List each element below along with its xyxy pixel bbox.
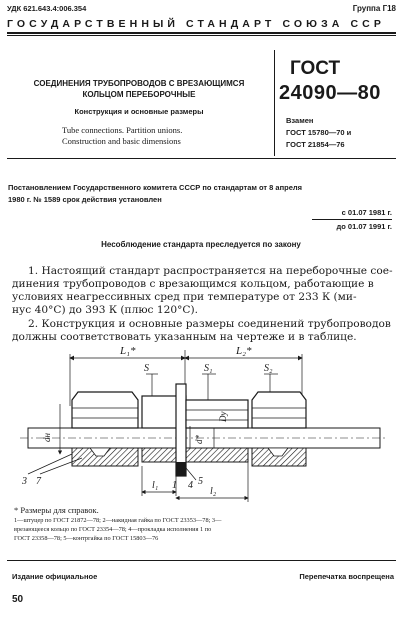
dim-label-l2: L₂* bbox=[236, 345, 252, 357]
paragraph-1-line-1: 1. Настоящий стандарт распространяется на переборочные сое- bbox=[28, 265, 393, 277]
title-divider bbox=[274, 50, 275, 156]
callout-4: 4 bbox=[188, 480, 193, 491]
header-rule-thin bbox=[7, 35, 396, 36]
gost-label: ГОСТ bbox=[290, 58, 341, 79]
callout-5: 5 bbox=[198, 476, 203, 487]
label-s1: S₁ bbox=[204, 363, 213, 374]
replaces-label: Взамен bbox=[286, 116, 314, 125]
label-dy: Dу bbox=[218, 411, 228, 422]
paragraph-2-line-2: должны соответствовать указанным на чертеже и в таблице. bbox=[12, 331, 357, 343]
callout-3: 3 bbox=[22, 476, 27, 487]
document-subtitle-ru: Конструкция и основные размеры bbox=[74, 107, 204, 116]
callout-1: 1 bbox=[172, 480, 177, 491]
edition-label: Издание официальное bbox=[12, 572, 98, 581]
validity-rule bbox=[312, 219, 392, 220]
dim-label-l1-lower: l₁ bbox=[152, 480, 159, 491]
callout-7: 7 bbox=[36, 476, 41, 487]
standard-title: ГОСУДАРСТВЕННЫЙ СТАНДАРТ СОЮЗА ССР bbox=[7, 18, 385, 30]
label-s: S bbox=[144, 363, 149, 374]
document-title-en-2: Construction and basic dimensions bbox=[62, 136, 181, 146]
footnote-star: * Размеры для справок. bbox=[14, 505, 99, 515]
pipe-body bbox=[20, 428, 388, 448]
paragraph-1-line-4: нус 40°С) до 393 К (плюс 120°С). bbox=[12, 304, 198, 316]
footer-rule bbox=[7, 560, 396, 561]
decree-line-2: 1980 г. № 1589 срок действия установлен bbox=[8, 195, 162, 204]
reprint-notice: Перепечатка воспрещена bbox=[299, 572, 394, 581]
header-rule-thick bbox=[7, 32, 396, 34]
paragraph-1-line-2: динения трубопроводов с врезающимся кольцом, работающие в bbox=[12, 278, 374, 290]
legend-line-1: 1—штуцер по ГОСТ 21872—78; 2—накидная гайка по ГОСТ 23353—78; 3— bbox=[14, 517, 222, 524]
decree-line-1: Постановлением Государственного комитета СССР по стандартам от 8 апреля bbox=[8, 183, 303, 192]
title-line-1: СОЕДИНЕНИЯ ТРУБОПРОВОДОВ С ВРЕЗАЮЩИМСЯ bbox=[33, 79, 245, 88]
udk-code: УДК 621.643.4:006.354 bbox=[7, 4, 87, 13]
dim-label-l2-lower: l₂ bbox=[210, 486, 217, 497]
replaces-standard-2: ГОСТ 21854—76 bbox=[286, 140, 345, 149]
label-dh: dн bbox=[42, 433, 52, 442]
violation-notice: Несоблюдение стандарта преследуется по закону bbox=[101, 240, 301, 249]
technical-drawing bbox=[0, 344, 402, 504]
dim-label-l1: L₁* bbox=[120, 345, 136, 357]
page-number: 50 bbox=[12, 594, 24, 605]
paragraph-2-line-1: 2. Конструкция и основные размеры соединений трубопроводов bbox=[28, 318, 391, 330]
title-rule bbox=[7, 158, 396, 159]
legend-line-3: ГОСТ 23358—78; 5—контргайка по ГОСТ 15803—76 bbox=[14, 535, 159, 542]
title-line-2: КОЛЬЦОМ ПЕРЕБОРОЧНЫЕ bbox=[82, 90, 196, 99]
validity-from: с 01.07 1981 г. bbox=[341, 208, 392, 217]
validity-to: до 01.07 1991 г. bbox=[336, 222, 392, 231]
label-s2: S₂ bbox=[264, 363, 273, 374]
label-dstar: d* bbox=[194, 435, 204, 444]
group-code: Группа Г18 bbox=[352, 4, 396, 13]
paragraph-1-line-3: условиях неагрессивных сред при температуре от 233 К (ми- bbox=[12, 291, 357, 303]
replaces-standard-1: ГОСТ 15780—70 и bbox=[286, 128, 352, 137]
gost-number: 24090—80 bbox=[279, 82, 381, 104]
document-title-ru bbox=[8, 78, 270, 100]
document-title-en-1: Tube connections. Partition unions. bbox=[62, 125, 183, 135]
legend-line-2: врезающееся кольцо по ГОСТ 23354—78; 4—прокладка исполнения 1 по bbox=[14, 526, 212, 533]
